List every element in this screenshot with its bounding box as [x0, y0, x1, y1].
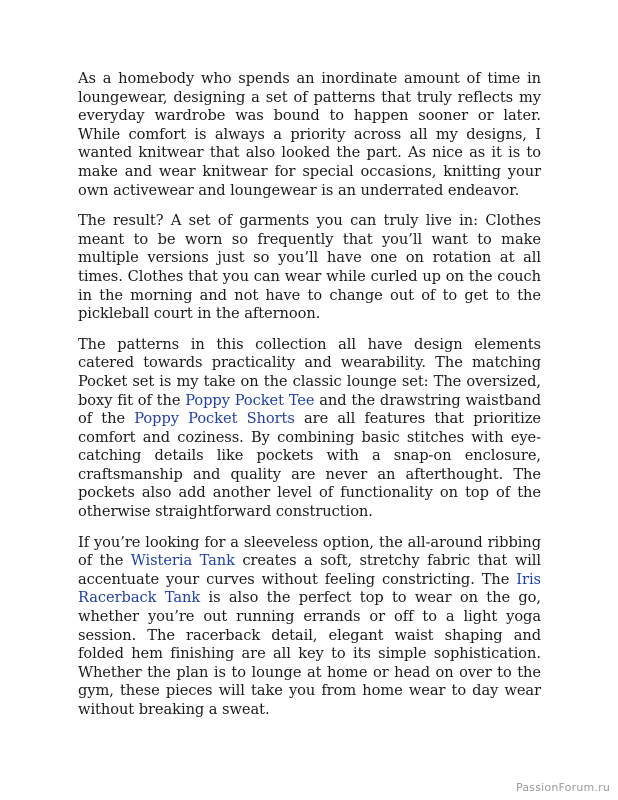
paragraph-2	[78, 212, 541, 324]
link-wisteria-tank[interactable]: Wisteria Tank	[130, 552, 235, 570]
paragraph-text: is also the perfect top to wear on the go, whether you’re out running errands or off to a light yoga session. The racerback detail, elegant waist shaping and folded hem finishing are all key to its simple sophistication. Whether the plan is to lounge at home or head on over to the gym, these pieces will take you from home wear to day wear without breaking a sweat.	[78, 589, 541, 718]
paragraph-4	[78, 534, 541, 720]
paragraph-text: As a homebody who spends an inordinate amount of time in loungewear, designing a set of patterns that truly reflects my everyday wardrobe was bound to happen sooner or later. While comfort is always a priority across all my designs, I wanted knitwear that also looked the part. As nice as it is to make and wear knitwear for special occasions, knitting your own activewear and loungewear is an underrated endeavor.	[78, 70, 541, 199]
link-poppy-pocket-tee[interactable]: Poppy Pocket Tee	[185, 391, 315, 409]
paragraph-text: and the drawstring waistband of the	[78, 391, 541, 428]
link-iris-racerback-tank[interactable]: Iris Racerback Tank	[78, 570, 541, 607]
document-body	[78, 70, 541, 732]
link-poppy-pocket-shorts[interactable]: Poppy Pocket Shorts	[134, 410, 295, 428]
paragraph-text: The result? A set of garments you can truly live in: Clothes meant to be worn so frequently that you’ll want to make multiple versions just so you’ll have one on rotation at all times. Clothes that you can wear while curled up on the couch in the morning and not have to change out of to get to the pickleball court in the afternoon.	[78, 212, 541, 323]
paragraph-1	[78, 70, 541, 200]
paragraph-3	[78, 336, 541, 522]
paragraph-text: If you’re looking for a sleeveless option, the all-around ribbing of the	[78, 533, 541, 570]
paragraph-text: creates a soft, stretchy fabric that will accentuate your curves without feeling constricting. The	[78, 552, 541, 588]
watermark: PassionForum.ru	[516, 781, 610, 794]
paragraph-text: The patterns in this collection all have design elements catered towards practicality and wearability. The matching Pocket set is my take on the classic lounge set: The oversized, boxy fit of the	[78, 335, 541, 409]
paragraph-text: are all features that prioritize comfort and coziness. By combining basic stitches with eye-catching details like pockets with a snap-on enclosure, craftsmanship and quality are never an afterthought. The pockets also add another level of functionality on top of the otherwise straightforward construction.	[78, 410, 541, 521]
